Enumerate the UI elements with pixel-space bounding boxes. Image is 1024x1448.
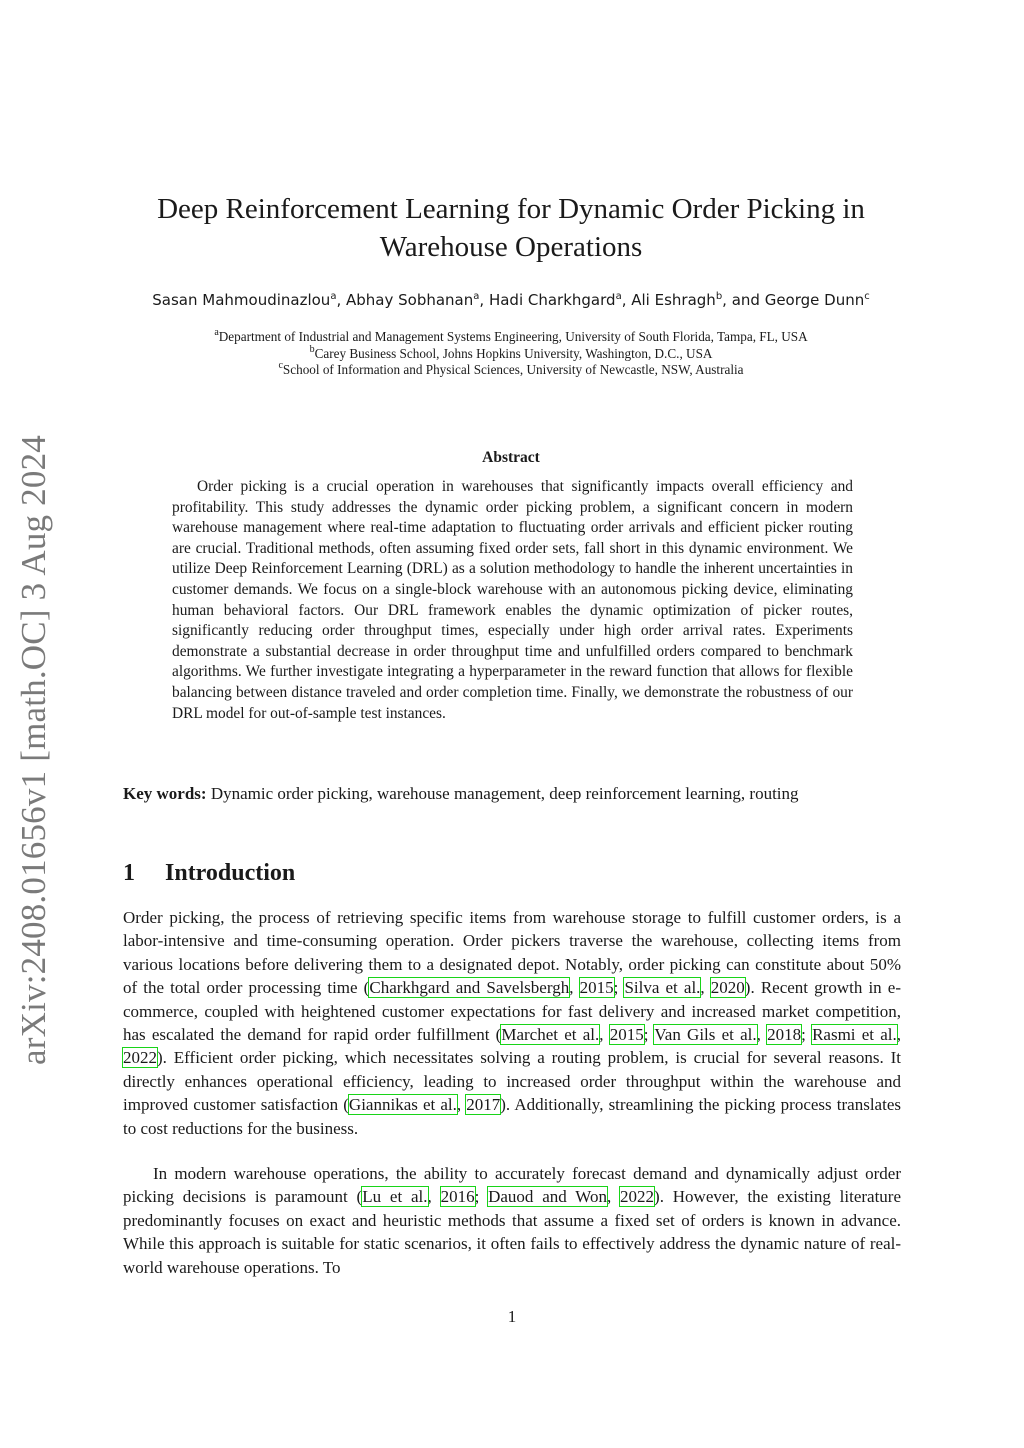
citation-link[interactable]: 2018 bbox=[767, 1025, 802, 1045]
paragraph-text: Order picking, the process of retrieving specific items from warehouse storage to fulfill customer orders, is a labor-intensive and time-consuming operation. Order pickers traverse the warehouse, collecting items from various locations before delivering them to a designated depot. Notably, order picking can constitute about 50% of the total order processing time ( bbox=[123, 908, 901, 998]
paragraph-text: , bbox=[427, 1187, 441, 1207]
paragraph-text: ; bbox=[474, 1187, 489, 1207]
author-affiliation-marker: a bbox=[615, 291, 622, 302]
affiliation-marker: a bbox=[214, 327, 219, 338]
citation-link[interactable]: 2022 bbox=[620, 1187, 655, 1207]
paragraph-text: ; bbox=[613, 978, 625, 998]
author-name: George Dunn bbox=[764, 291, 865, 309]
citation-link[interactable]: 2016 bbox=[440, 1187, 475, 1207]
intro-paragraph-1 bbox=[123, 906, 901, 1140]
author-separator: , bbox=[479, 291, 489, 309]
affiliation-text: Department of Industrial and Management Systems Engineering, University of South Florida, Tampa, FL, USA bbox=[218, 329, 808, 344]
citation-link[interactable]: 2015 bbox=[609, 1025, 644, 1045]
affiliation-text: Carey Business School, Johns Hopkins University, Washington, D.C., USA bbox=[314, 345, 713, 361]
author-name: Abhay Sobhanan bbox=[346, 291, 474, 309]
citation-link[interactable]: Lu et al. bbox=[362, 1187, 428, 1207]
paragraph-text: , bbox=[896, 1025, 902, 1045]
paragraph-text: , bbox=[700, 978, 711, 998]
citation-link[interactable]: Silva et al. bbox=[624, 978, 701, 998]
citation-link[interactable]: 2015 bbox=[579, 978, 614, 998]
affiliation-marker: b bbox=[309, 343, 315, 355]
keywords-label: Key words: bbox=[123, 784, 207, 803]
section-heading bbox=[123, 858, 623, 888]
section-number: 1 bbox=[123, 860, 135, 886]
paper-title: Deep Reinforcement Learning for Dynamic Order Picking in Warehouse Operations bbox=[157, 193, 865, 263]
citation-link[interactable]: Marchet et al. bbox=[501, 1025, 600, 1045]
paragraph-text: ; bbox=[643, 1025, 655, 1045]
paragraph-text: In modern warehouse operations, the ability to accurately forecast demand and dynamically adjust order picking decisions is paramount ( bbox=[123, 1164, 901, 1207]
affiliation-text: School of Information and Physical Sciences, University of Newcastle, NSW, Australia bbox=[282, 362, 744, 377]
author-name: Hadi Charkhgard bbox=[488, 291, 616, 309]
citation-link[interactable]: Charkhgard and Savelsbergh bbox=[369, 978, 570, 998]
citation-link[interactable]: Giannikas et al. bbox=[348, 1095, 457, 1115]
paragraph-text: , bbox=[456, 1095, 467, 1115]
paragraph-text: , bbox=[599, 1025, 610, 1045]
page-number: 1 bbox=[507, 1307, 517, 1326]
abstract-heading: Abstract bbox=[482, 449, 540, 466]
affiliation-b bbox=[120, 343, 902, 363]
citation-link[interactable]: Rasmi et al. bbox=[812, 1025, 897, 1045]
paragraph-text: ). Efficient order picking, which necessitates solving a routing problem, is crucial for several reasons. It directly enhances operational efficiency, leading to increased order throughput within the warehouse and improved customer satisfaction ( bbox=[123, 1048, 901, 1115]
section-title: Introduction bbox=[165, 860, 296, 886]
citation-link[interactable]: Dauod and Won bbox=[488, 1187, 607, 1207]
citation-link[interactable]: Van Gils et al. bbox=[654, 1025, 757, 1045]
author-affiliation-marker: a bbox=[473, 291, 480, 302]
citation-link[interactable]: 2017 bbox=[466, 1095, 501, 1115]
citation-link[interactable]: 2020 bbox=[710, 978, 745, 998]
paragraph-text: ). Recent growth in e-commerce, coupled with heightened customer expectations for fast delivery and increased market competition, has escalated the demand for rapid order fulfillment ( bbox=[123, 978, 901, 1045]
author-affiliation-marker: c bbox=[864, 291, 870, 302]
intro-paragraph-2 bbox=[123, 1162, 901, 1279]
citation-link[interactable]: 2022 bbox=[123, 1048, 157, 1068]
author-name: Sasan Mahmoudinazlou bbox=[152, 291, 331, 309]
paragraph-text: ). However, the existing literature predominantly focuses on exact and heuristic methods that assume a fixed set of orders is known in advance. While this approach is suitable for static scenarios, it often fails to effectively address the dynamic nature of real-world warehouse operations. To bbox=[123, 1187, 902, 1277]
affiliation-c bbox=[120, 362, 902, 379]
affiliation-a bbox=[120, 329, 902, 346]
paragraph-text: , bbox=[756, 1025, 768, 1045]
paragraph-text: ). Additionally, streamlining the picking process translates to cost reductions for the business. bbox=[123, 1095, 901, 1138]
author-affiliation-marker: b bbox=[715, 291, 723, 302]
paragraph-text: , bbox=[606, 1187, 621, 1207]
author-separator: , bbox=[621, 291, 632, 309]
arxiv-identifier: arXiv:2408.01656v1 [math.OC] 3 Aug 2024 bbox=[14, 435, 53, 1065]
paragraph-text: ; bbox=[801, 1025, 813, 1045]
author-list bbox=[120, 289, 902, 311]
author-separator: , and bbox=[722, 291, 765, 309]
keywords bbox=[123, 782, 901, 805]
author-separator: , bbox=[336, 291, 346, 309]
author-name: Ali Eshragh bbox=[631, 291, 716, 309]
paragraph-text: , bbox=[569, 978, 580, 998]
affiliation-marker: c bbox=[278, 360, 283, 371]
author-affiliation-marker: a bbox=[330, 291, 337, 302]
abstract-body: Order picking is a crucial operation in warehouses that significantly impacts overall efficiency and profitability. This study addresses the dynamic order picking problem, a significant concern in modern warehouse management where real-time adaptation to fluctuating order arrivals and efficient picker routing are crucial. Traditional methods, often assuming fixed order sets, fall short in this dynamic environment. We utilize Deep Reinforcement Learning (DRL) as a solution methodology to handle the inherent uncertainties in customer demands. We focus on a single-block warehouse with an autonomous picking device, eliminating human behavioral factors. Our DRL framework enables the dynamic optimization of picker routes, significantly reducing order throughput times, especially under high order arrival rates. Experiments demonstrate a substantial decrease in order throughput time and unfulfilled orders compared to benchmark algorithms. We further investigate integrating a hyperparameter in the reward function that allows for flexible balancing between distance traveled and order completion time. Finally, we demonstrate the robustness of our DRL model for out-of-sample test instances. bbox=[172, 478, 853, 722]
keywords-text: Dynamic order picking, warehouse management, deep reinforcement learning, routing bbox=[206, 784, 799, 803]
